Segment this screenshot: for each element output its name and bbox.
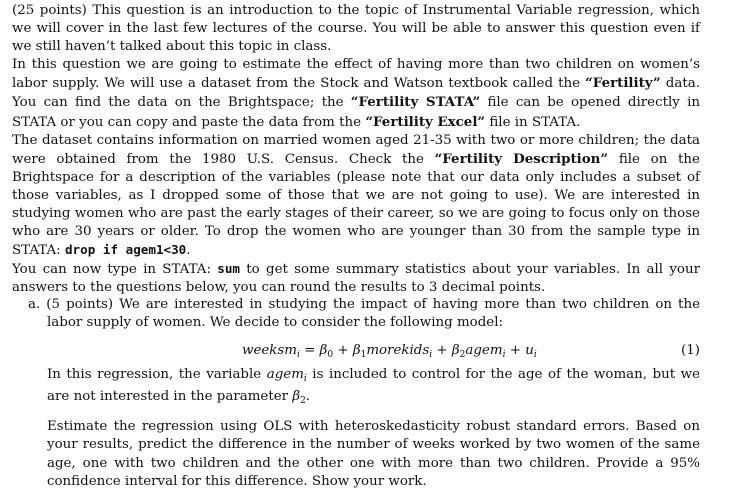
intro-paragraph-4 bbox=[12, 260, 700, 297]
intro-paragraph-1: (25 points) This question is an introduction to the topic of Instrumental Variable regression, which we will cover in the last few lectures of the course. You will be able to answer this question even if we still haven’t talked about this topic in class. bbox=[12, 3, 700, 55]
intro-paragraph-3 bbox=[12, 132, 700, 261]
part-a bbox=[28, 296, 700, 491]
fertility-stata-file: “Fertility STATA” bbox=[350, 94, 481, 111]
p2-text-a: In this question we are going to estimate the effect of having more than two children on women’s labor supply. We will use a dataset from the Stock and Watson textbook called the bbox=[12, 57, 700, 92]
stata-sum-command: sum bbox=[217, 261, 241, 277]
p2-text-e: file in STATA. bbox=[485, 114, 581, 130]
intro-paragraph-2 bbox=[12, 56, 700, 131]
p4-text-b: to get some summary statistics about your variables. In all your answers to the questions below, you can round the results to 3 decimal points. bbox=[12, 262, 700, 296]
p3-text-d: . bbox=[186, 243, 191, 259]
equation-number: (1) bbox=[681, 343, 700, 359]
fertility-dataset-name: “Fertility” bbox=[585, 75, 661, 92]
stata-drop-command: drop if agem1<30 bbox=[64, 242, 187, 258]
p4-text-a: You can now type in STATA: bbox=[12, 262, 218, 278]
p3-text-c: file on the Brightspace for a description of the variables (please note that our data only includes a subset of those variables, as I dropped some of those that we are not going to use). We are interested in studying women who are past the early stages of their career, so we are going to focus only on those who are 30 years or older. To drop the women who are younger than 30 from the sample type in STATA: bbox=[12, 151, 700, 259]
regression-equation: weeksm$_i$ = $\beta_0$ + $\beta_1morekids_i$ + $\beta_2agem_i + u_i$ bbox=[242, 343, 537, 361]
fertility-excel-file: “Fertility Excel” bbox=[365, 113, 486, 130]
question-intro bbox=[12, 2, 700, 298]
part-a-task: Estimate the regression using OLS with heteroskedasticity robust standard errors. Based on your results, predict the difference in the number of weeks worked by two women of the same age, one with two children and the other one with more than two children. Provide a 95% confidence interval for this difference. Show your work. bbox=[47, 419, 700, 489]
part-a-control-note: In this regression, the variable agem$_i$ is included to control for the age of the woman, but we are not interested in the parameter $\beta_2$. bbox=[47, 367, 700, 407]
equation-1 bbox=[28, 338, 700, 366]
p2-text-c: data. You can find the data on the Brightspace; the bbox=[12, 76, 700, 111]
p2-text-d: file can be opened directly in STATA or you can copy and paste the data from the bbox=[12, 95, 700, 130]
part-a-intro: a. (5 points) We are interested in studying the impact of having more than two children on the labor supply of women. We decide to consider the following model: bbox=[28, 297, 700, 331]
p3-text-a: The dataset contains information on married women aged 21-35 with two or more children; the data were obtained from the 1980 U.S. Census. Check the bbox=[12, 132, 700, 167]
fertility-description-file: “Fertility Description” bbox=[434, 150, 609, 167]
